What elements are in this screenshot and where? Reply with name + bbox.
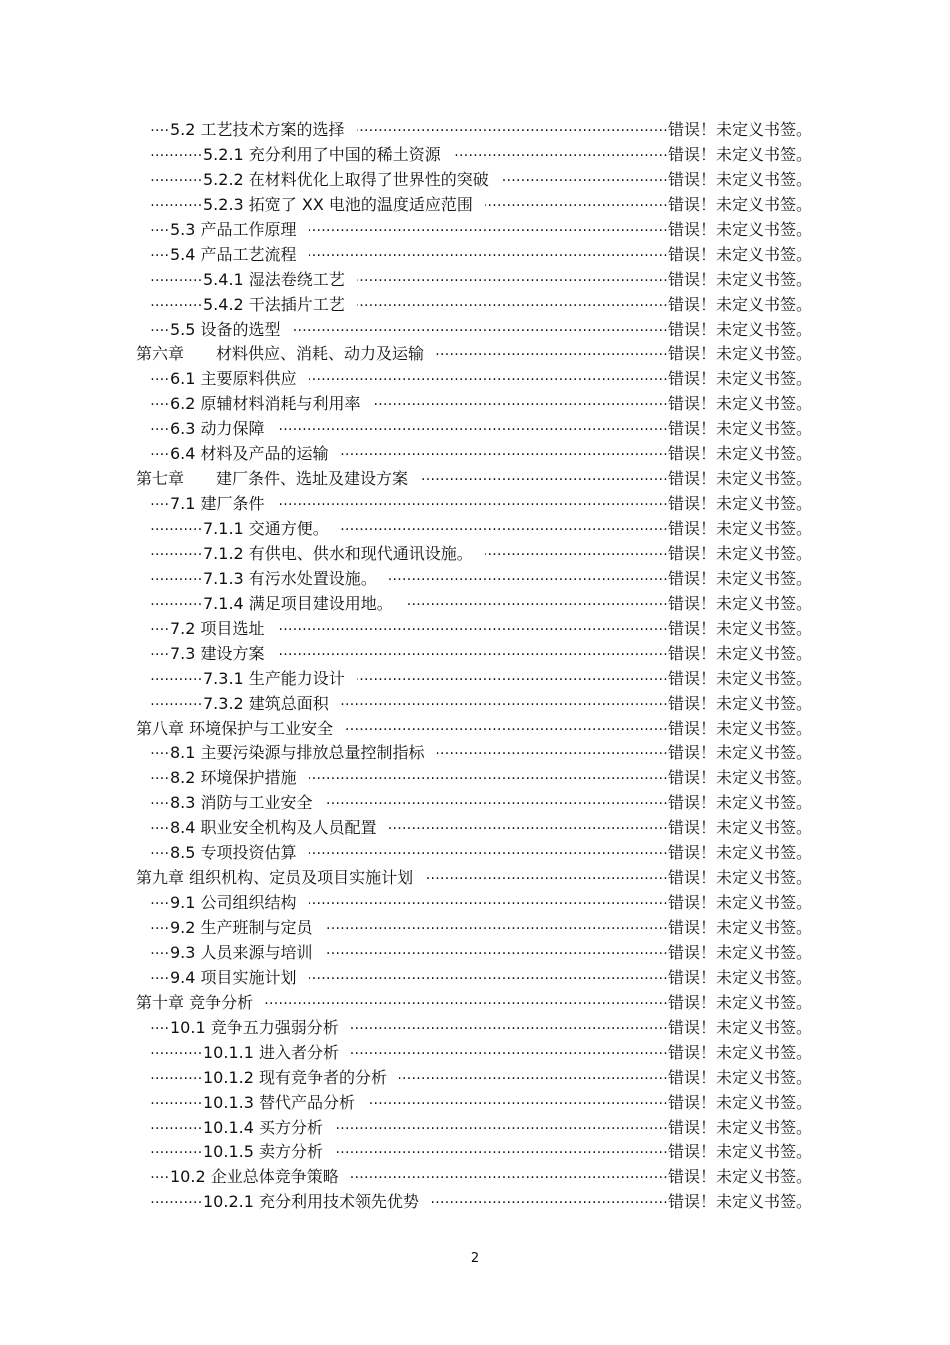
toc-entry-title: 5.2.1 充分利用了中国的稀土资源 (203, 143, 453, 168)
toc-entry-page-ref: 错误！未定义书签。 (668, 568, 813, 588)
toc-entry-title: 第六章 材料供应、消耗、动力及运输 (136, 342, 436, 367)
toc-entry-page-ref: 错误！未定义书签。 (668, 169, 813, 189)
toc-entry-title: 10.1.5 卖方分析 (203, 1140, 335, 1165)
toc-entry-page-ref: 错误！未定义书签。 (668, 1142, 813, 1162)
toc-entry[interactable] (0, 1016, 950, 1041)
toc-entry-page-ref: 错误！未定义书签。 (668, 469, 813, 489)
toc-entry-page-ref: 错误！未定义书签。 (668, 269, 813, 289)
toc-entry-page-ref: 错误！未定义书签。 (668, 219, 813, 239)
toc-entry[interactable] (0, 268, 950, 293)
toc-entry-title: 5.2.2 在材料优化上取得了世界性的突破 (203, 168, 501, 193)
toc-entry-title: 10.1.2 现有竞争者的分析 (203, 1066, 399, 1091)
toc-entry[interactable] (0, 1140, 950, 1165)
toc-entry[interactable] (0, 417, 950, 442)
toc-entry[interactable] (0, 667, 950, 692)
toc-entry[interactable] (0, 617, 950, 642)
toc-entry[interactable] (0, 1116, 950, 1141)
toc-entry[interactable] (0, 293, 950, 318)
toc-entry-page-ref: 错误！未定义书签。 (668, 718, 813, 738)
toc-entry-page-ref: 错误！未定义书签。 (668, 743, 813, 763)
toc-entry-page-ref: 错误！未定义书签。 (668, 768, 813, 788)
toc-entry[interactable] (0, 1041, 950, 1066)
toc-entry-page-ref: 错误！未定义书签。 (668, 444, 813, 464)
toc-entry-title: 6.4 材料及产品的运输 (170, 442, 341, 467)
toc-entry[interactable] (0, 841, 950, 866)
toc-entry[interactable] (0, 492, 950, 517)
page-number: 2 (470, 1251, 480, 1266)
toc-entry[interactable] (0, 966, 950, 991)
toc-entry-page-ref: 错误！未定义书签。 (668, 519, 813, 538)
toc-entry[interactable] (0, 916, 950, 941)
toc-entry-title: 5.2.3 拓宽了 XX 电池的温度适应范围 (203, 193, 485, 218)
toc-entry-title: 9.4 项目实施计划 (170, 966, 309, 991)
toc-entry-page-ref: 错误！未定义书签。 (668, 194, 813, 214)
toc-entry[interactable] (0, 367, 950, 392)
toc-entry-page-ref: 错误！未定义书签。 (668, 1117, 813, 1137)
toc-entry-page-ref: 错误！未定义书签。 (668, 1192, 813, 1212)
toc-entry-title: 10.1.1 进入者分析 (203, 1041, 351, 1066)
toc-entry[interactable] (0, 342, 950, 367)
toc-entry-title: 9.2 生产班制与定员 (170, 916, 325, 941)
toc-entry[interactable] (0, 766, 950, 791)
toc-entry-title: 6.2 原辅材料消耗与利用率 (170, 392, 373, 417)
toc-entry-title: 10.2 企业总体竞争策略 (170, 1165, 351, 1190)
toc-entry[interactable] (0, 1190, 950, 1215)
table-of-contents (0, 118, 950, 1215)
toc-entry[interactable] (0, 1066, 950, 1091)
toc-entry-title: 5.4.1 湿法卷绕工艺 (203, 268, 357, 293)
toc-entry-page-ref: 错误！未定义书签。 (668, 294, 813, 314)
toc-entry[interactable] (0, 991, 950, 1016)
toc-entry-title: 7.3.2 建筑总面积 (203, 692, 341, 717)
toc-entry-page-ref: 错误！未定义书签。 (668, 344, 813, 364)
toc-entry[interactable] (0, 168, 950, 193)
toc-entry-page-ref: 错误！未定义书签。 (668, 120, 813, 139)
toc-entry[interactable] (0, 866, 950, 891)
toc-entry[interactable] (0, 941, 950, 966)
toc-entry[interactable] (0, 193, 950, 218)
toc-entry-title: 5.5 设备的选型 (170, 318, 293, 343)
toc-entry[interactable] (0, 243, 950, 268)
toc-entry-title: 6.1 主要原料供应 (170, 367, 309, 392)
toc-entry-title: 5.4 产品工艺流程 (170, 243, 309, 268)
toc-entry[interactable] (0, 692, 950, 717)
toc-entry-title: 5.3 产品工作原理 (170, 218, 309, 243)
toc-entry-title: 7.1.2 有供电、供水和现代通讯设施。 (203, 542, 485, 567)
toc-entry-page-ref: 错误！未定义书签。 (668, 1092, 813, 1112)
toc-entry-page-ref: 错误！未定义书签。 (668, 244, 813, 264)
toc-entry[interactable] (0, 891, 950, 916)
toc-entry-page-ref: 错误！未定义书签。 (668, 369, 813, 389)
toc-entry-page-ref: 错误！未定义书签。 (668, 843, 813, 863)
toc-entry-title: 第七章 建厂条件、选址及建设方案 (136, 467, 420, 492)
toc-entry-title: 10.2.1 充分利用技术领先优势 (203, 1190, 431, 1215)
toc-entry[interactable] (0, 592, 950, 617)
toc-entry-page-ref: 错误！未定义书签。 (668, 992, 813, 1012)
toc-entry-title: 5.2 工艺技术方案的选择 (170, 118, 357, 143)
toc-entry-page-ref: 错误！未定义书签。 (668, 918, 813, 937)
toc-entry-page-ref: 错误！未定义书签。 (668, 942, 813, 962)
toc-entry-title: 7.1.1 交通方便。 (203, 517, 341, 542)
toc-entry-page-ref: 错误！未定义书签。 (668, 793, 813, 813)
toc-entry[interactable] (0, 1165, 950, 1190)
toc-entry-page-ref: 错误！未定义书签。 (668, 618, 813, 638)
toc-entry[interactable] (0, 741, 950, 766)
toc-entry[interactable] (0, 791, 950, 816)
toc-entry-page-ref: 错误！未定义书签。 (668, 394, 813, 414)
toc-entry[interactable] (0, 816, 950, 841)
toc-entry[interactable] (0, 542, 950, 567)
toc-entry-page-ref: 错误！未定义书签。 (668, 1042, 813, 1062)
toc-entry-title: 10.1.4 买方分析 (203, 1116, 335, 1141)
toc-entry-title: 7.3.1 生产能力设计 (203, 667, 357, 692)
toc-entry-title: 9.3 人员来源与培训 (170, 941, 325, 966)
toc-entry[interactable] (0, 143, 950, 168)
toc-entry-page-ref: 错误！未定义书签。 (668, 593, 813, 613)
toc-entry[interactable] (0, 517, 950, 542)
toc-entry-title: 8.5 专项投资估算 (170, 841, 309, 866)
toc-entry-title: 10.1.3 替代产品分析 (203, 1091, 367, 1116)
toc-entry-title: 5.4.2 干法插片工艺 (203, 293, 357, 318)
toc-entry-page-ref: 错误！未定义书签。 (668, 967, 813, 987)
toc-entry[interactable] (0, 218, 950, 243)
toc-entry-title: 第九章 组织机构、定员及项目实施计划 (136, 866, 425, 891)
toc-entry-title: 6.3 动力保障 (170, 417, 277, 442)
toc-entry[interactable] (0, 392, 950, 417)
toc-entry[interactable] (0, 118, 950, 143)
toc-entry[interactable] (0, 567, 950, 592)
toc-entry-page-ref: 错误！未定义书签。 (668, 893, 813, 913)
toc-entry-page-ref: 错误！未定义书签。 (668, 1017, 813, 1037)
toc-entry-title: 第十章 竞争分析 (136, 991, 265, 1016)
toc-entry-page-ref: 错误！未定义书签。 (668, 818, 813, 838)
toc-entry[interactable] (0, 467, 950, 492)
toc-entry[interactable] (0, 1091, 950, 1116)
toc-entry-page-ref: 错误！未定义书签。 (668, 1067, 813, 1087)
toc-entry-title: 8.2 环境保护措施 (170, 766, 309, 791)
toc-entry-title: 8.3 消防与工业安全 (170, 791, 325, 816)
toc-entry[interactable] (0, 717, 950, 742)
toc-entry-page-ref: 错误！未定义书签。 (668, 543, 813, 563)
toc-entry[interactable] (0, 318, 950, 343)
toc-entry-title: 7.3 建设方案 (170, 642, 277, 667)
toc-entry-page-ref: 错误！未定义书签。 (668, 319, 813, 339)
toc-entry[interactable] (0, 442, 950, 467)
toc-entry-page-ref: 错误！未定义书签。 (668, 643, 813, 663)
toc-entry-title: 8.1 主要污染源与排放总量控制指标 (170, 741, 437, 766)
toc-entry-title: 7.1.3 有污水处置设施。 (203, 567, 389, 592)
toc-entry-page-ref: 错误！未定义书签。 (668, 419, 813, 439)
toc-entry-page-ref: 错误！未定义书签。 (668, 1167, 813, 1187)
toc-entry-title: 第八章 环境保护与工业安全 (136, 717, 345, 742)
toc-entry-title: 9.1 公司组织结构 (170, 891, 309, 916)
toc-entry-page-ref: 错误！未定义书签。 (668, 668, 813, 688)
toc-entry-title: 8.4 职业安全机构及人员配置 (170, 816, 389, 841)
toc-entry-title: 7.1 建厂条件 (170, 492, 277, 517)
toc-entry-page-ref: 错误！未定义书签。 (668, 693, 813, 713)
toc-entry-title: 7.2 项目选址 (170, 617, 277, 642)
toc-entry-page-ref: 错误！未定义书签。 (668, 144, 813, 164)
toc-entry-page-ref: 错误！未定义书签。 (668, 868, 813, 888)
toc-entry[interactable] (0, 642, 950, 667)
toc-entry-title: 10.1 竞争五力强弱分析 (170, 1016, 351, 1041)
toc-entry-title: 7.1.4 满足项目建设用地。 (203, 592, 405, 617)
toc-entry-page-ref: 错误！未定义书签。 (668, 494, 813, 514)
